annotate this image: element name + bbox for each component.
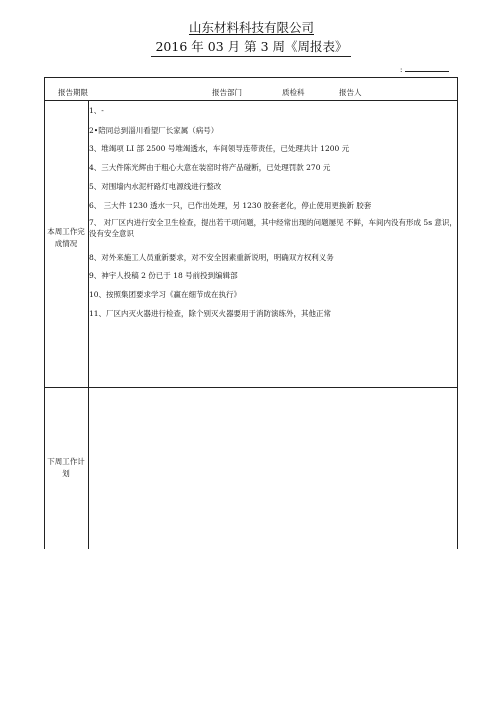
list-item: 6、 三大件 1230 透水一只，已作出处理，另 1230 胶套老化，停止使用更换新 胶套 bbox=[89, 201, 372, 210]
header-row-divider bbox=[44, 100, 458, 101]
list-item: 4、三大件陈光辉由于粗心大意在装窑时将产品碰断，已处理罚款 270 元 bbox=[89, 163, 331, 172]
list-item: 1、- bbox=[89, 106, 104, 115]
company-title bbox=[0, 20, 503, 36]
list-item: 10、按照集团要求学习《赢在细节成在执行》 bbox=[89, 290, 242, 299]
list-item: 8、对外来施工人员重新要求，对不安全因素重新说明，明确双方权利义务 bbox=[89, 253, 334, 262]
list-item: 5、对围墙内水泥杆路灯电源线进行整改 bbox=[89, 182, 222, 191]
meta-blank bbox=[405, 71, 449, 72]
list-item: 3、堆竭项 LI 部 2500 号堆竭透水，车间领导连带责任，已处理共计 1200 元 bbox=[89, 144, 350, 153]
this-week-label: 本周工作完成情况 bbox=[47, 227, 85, 248]
dept-value: 质检科 bbox=[282, 88, 305, 97]
report-period-title: 2016 年 03 月 第 3 周《周报表》 bbox=[155, 39, 348, 54]
list-item: 7、 对厂区内进行安全卫生检查，提出若干项问题，其中经常出现的问题屡见 不鲜，车间内没有形成 5s 意识，没有安全意识 bbox=[89, 218, 457, 238]
section-divider bbox=[44, 387, 458, 388]
table-border-top bbox=[44, 77, 458, 78]
next-week-label: 下周工作计划 bbox=[47, 457, 85, 478]
list-item: 11、厂区内灭火器进行检查，除个别灭火器要用于消防演练外，其他正常 bbox=[89, 309, 332, 318]
list-item: 2•陪同总到淄川看望厂长家属（病号） bbox=[89, 126, 219, 135]
period-label: 报告期限 bbox=[58, 88, 88, 97]
list-item: 9、神宇人投稿 2 份已于 18 号前投到编辑部 bbox=[89, 271, 238, 280]
company-name: 山东材料科技有限公司 bbox=[188, 20, 314, 35]
report-subtitle bbox=[0, 39, 503, 55]
meta-field bbox=[400, 66, 449, 75]
meta-mark: : bbox=[400, 66, 403, 74]
dept-label: 报告部门 bbox=[212, 88, 242, 97]
subtitle-underline bbox=[151, 56, 351, 57]
reporter-label: 报告人 bbox=[339, 88, 362, 97]
